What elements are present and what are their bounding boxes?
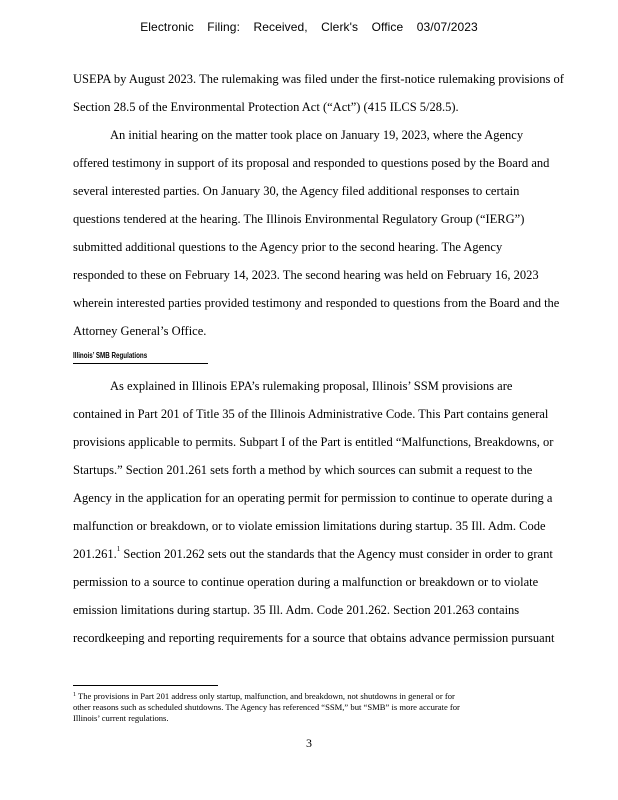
- heading-underline: [73, 363, 208, 364]
- text-line: offered testimony in support of its proposal and responded to questions posed by the Board and: [73, 156, 550, 170]
- text-line: emission limitations during startup. 35 Ill. Adm. Code 201.262. Section 201.263 contains: [73, 603, 520, 617]
- section-heading: Illinois’ SMB Regulations: [73, 351, 148, 360]
- text-line: Section 28.5 of the Environmental Protection Act (“Act”) (415 ILCS 5/28.5).: [73, 100, 459, 114]
- text-line: An initial hearing on the matter took place on January 19, 2023, where the Agency: [110, 128, 524, 142]
- citation-text: 201.261.: [73, 547, 117, 561]
- text-line: recordkeeping and reporting requirements for a source that obtains advance permission pursuant: [73, 631, 555, 645]
- footnote: [73, 691, 603, 724]
- text-line: submitted additional questions to the Agency prior to the second hearing. The Agency: [73, 240, 503, 254]
- footnote-separator: [73, 685, 218, 686]
- footnote-line: other reasons such as scheduled shutdowns. The Agency has referenced “SSM,” but “SMB” is more accurate for: [73, 702, 460, 712]
- text-line: [73, 547, 553, 562]
- text-line: Agency in the application for an operating permit for permission to continue to operate during a: [73, 491, 553, 505]
- text-line: As explained in Illinois EPA’s rulemaking proposal, Illinois’ SSM provisions are: [110, 379, 513, 393]
- text-line: permission to a source to continue operation during a malfunction or breakdown or to violate: [73, 575, 539, 589]
- footnote-line: [73, 691, 603, 702]
- text-line: malfunction or breakdown, or to violate emission limitations during startup. 35 Ill. Adm. Code: [73, 519, 546, 533]
- text-line: contained in Part 201 of Title 35 of the Illinois Administrative Code. This Part contains general: [73, 407, 549, 421]
- footnote-text: The provisions in Part 201 address only startup, malfunction, and breakdown, not shutdowns in general or for: [76, 691, 455, 701]
- text-line: provisions applicable to permits. Subpart I of the Part is entitled “Malfunctions, Breakdowns, or: [73, 435, 554, 449]
- text-line-continuation: Section 201.262 sets out the standards that the Agency must consider in order to grant: [120, 547, 553, 561]
- text-line: wherein interested parties provided testimony and responded to questions from the Board and the: [73, 296, 560, 310]
- text-line: questions tendered at the hearing. The Illinois Environmental Regulatory Group (“IERG”): [73, 212, 525, 226]
- filing-stamp: Electronic Filing: Received, Clerk's Office 03/07/2023: [140, 20, 478, 34]
- page-number: 3: [306, 736, 312, 750]
- text-line: Startups.” Section 201.261 sets forth a method by which sources can submit a request to the: [73, 463, 533, 477]
- footnote-line: Illinois’ current regulations.: [73, 713, 169, 723]
- text-line: several interested parties. On January 30, the Agency filed additional responses to certain: [73, 184, 520, 198]
- text-line: Attorney General’s Office.: [73, 324, 207, 338]
- footnote-marker: 1: [73, 692, 76, 698]
- text-line: USEPA by August 2023. The rulemaking was filed under the first-notice rulemaking provisions of: [73, 72, 564, 86]
- footnote-reference[interactable]: 1: [116, 545, 121, 553]
- text-line: responded to these on February 14, 2023. The second hearing was held on February 16, 2023: [73, 268, 539, 282]
